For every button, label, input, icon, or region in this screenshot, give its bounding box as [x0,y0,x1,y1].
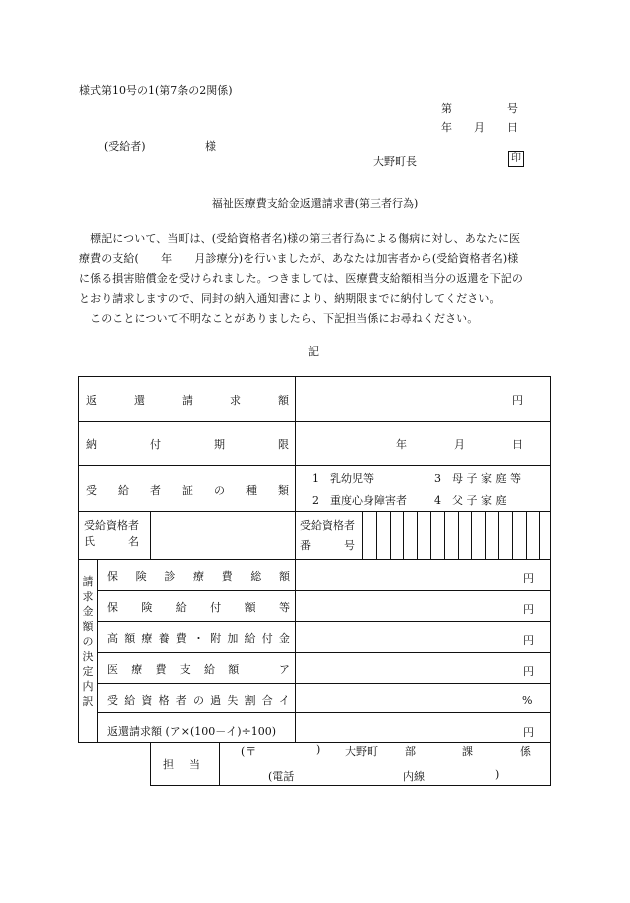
table-rule [219,742,220,785]
table-rule [150,511,151,559]
table-rule [97,683,551,684]
contact-label: 担 当 [163,758,200,771]
document-title: 福祉医療費支給金返還請求書(第三者行為) [211,197,419,210]
table-rule [97,712,551,713]
detail-unit-percent: % [522,694,533,707]
table-border [78,376,551,377]
town-name: 大野町 [345,745,378,758]
type-option-2: 2 重度心身障害者 [312,494,407,507]
postal-close: ) [316,743,321,756]
table-rule [150,742,151,785]
table-rule [78,421,551,422]
number-box-divider [498,511,499,559]
phone-close: ) [495,768,500,781]
deadline-year: 年 [396,438,407,451]
table-rule [97,652,551,653]
type-option-4: 4 父 子 家 庭 [434,494,507,507]
department-suffix: 部 [405,745,416,758]
body-line: とおり請求しますので、同封の納入通知書により、納期限までに納付してください。 [79,292,501,305]
table-rule [362,511,363,559]
table-border [150,785,551,786]
qualified-number-label-2: 番 号 [300,539,355,552]
number-box-divider [526,511,527,559]
table-rule [78,742,551,743]
table-rule [78,465,551,466]
qualified-name-label-2: 氏 名 [84,535,139,548]
table-rule [78,511,551,512]
issuer: 大野町長 [373,155,417,168]
type-option-3: 3 母 子 家 庭 等 [434,472,521,485]
recipient-honorific: 様 [205,140,216,153]
detail-unit: 円 [523,572,534,585]
number-box-divider [444,511,445,559]
document-number-label: 第 号 [441,102,518,115]
form-number: 様式第10号の1(第7条の2関係) [79,84,233,97]
detail-unit: 円 [523,726,534,739]
table-border [78,376,79,742]
number-box-divider [417,511,418,559]
detail-unit: 円 [523,603,534,616]
phone-label: (電話 [268,770,295,783]
body-line: 療費の支給( 年 月診療分)を行いましたが、あなたは加害者から(受給資格者名)様 [79,252,519,265]
qualified-name-label-1: 受給資格者 [84,519,139,532]
number-box-divider [403,511,404,559]
fault-ratio-label: 受 給 資 格 者 の 過 失 割 合 イ [107,694,290,707]
number-box-divider [430,511,431,559]
return-formula-label: 返還請求額 (ア×(100－イ)÷100) [107,725,277,738]
type-option-1: 1 乳幼児等 [312,472,374,485]
detail-unit: 円 [523,634,534,647]
body-line: 標記について、当町は、(受給資格者名)様の第三者行為による傷病に対し、あなたに医 [79,232,521,245]
postal-open: (〒 [241,745,257,758]
ki-label: 記 [308,345,319,358]
body-line: に係る損害賠償金を受けられました。つきましては、医療費支給額相当分の返還を下記の [79,272,523,285]
insurance-benefit-label: 保 険 給 付 額 等 [107,601,290,614]
table-rule [78,559,551,560]
number-box-divider [376,511,377,559]
table-border [550,376,551,785]
number-box-divider [512,511,513,559]
payment-deadline-label: 納 付 期 限 [86,438,289,451]
number-box-divider [471,511,472,559]
high-cost-label: 高 額 療 養 費 ・ 附 加 給 付 金 [107,632,290,645]
table-rule [295,376,296,742]
extension-label: 内線 [403,770,425,783]
deadline-day: 日 [512,438,523,451]
section-suffix: 課 [462,745,473,758]
number-box-divider [485,511,486,559]
insurance-total-label: 保 険 診 療 費 総 額 [107,570,290,583]
table-rule [97,621,551,622]
number-box-divider [390,511,391,559]
body-line: このことについて不明なことがありましたら、下記担当係にお尋ねください。 [79,312,479,325]
table-rule [97,590,551,591]
recipient-label: (受給者) [104,140,146,153]
return-amount-unit: 円 [512,394,523,407]
body-text [79,229,551,329]
number-box-divider [458,511,459,559]
table-rule [97,559,98,742]
qualified-number-label-1: 受給資格者 [300,519,355,532]
medical-payment-label: 医 療 費 支 給 額 ア [107,663,290,676]
detail-unit: 円 [523,665,534,678]
certificate-type-label: 受 給 者 証 の 種 類 [86,484,289,497]
breakdown-vertical-label: 請 求 金 額 の 決 定 内 訳 [82,575,94,708]
date-label: 年 月 日 [441,121,518,134]
unit-suffix: 係 [520,745,531,758]
seal-mark: 印 [508,151,524,167]
number-box-divider [539,511,540,559]
deadline-month: 月 [454,438,465,451]
return-amount-label: 返 還 請 求 額 [86,394,289,407]
